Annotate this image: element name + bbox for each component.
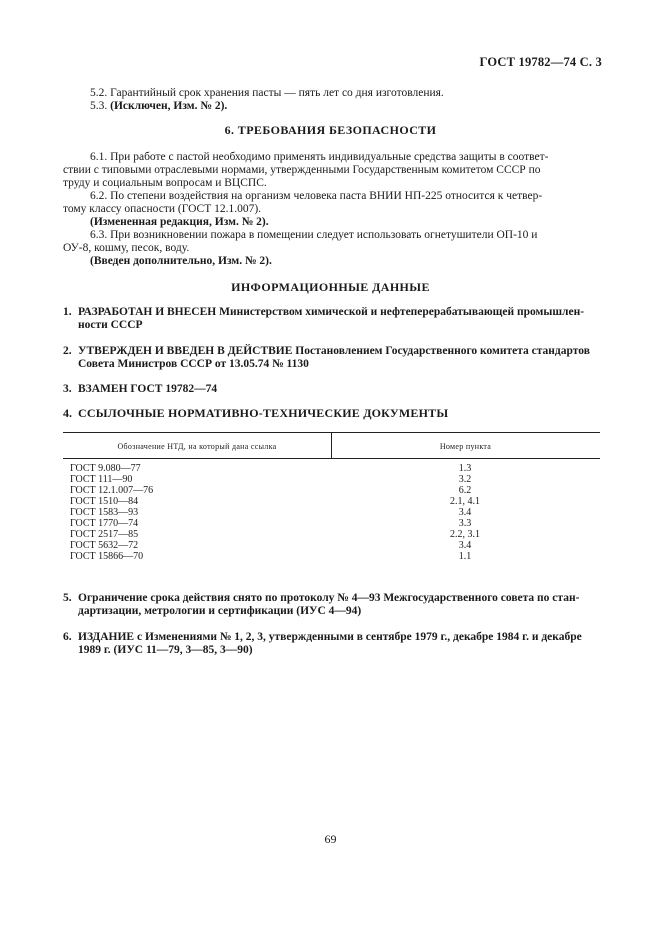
info-item-5-line2: дартизации, метрологии и сертификации (ИУС 4—94) — [78, 605, 362, 617]
table-cell-clause: 1.1 — [458, 551, 472, 562]
para-5-3-num: 5.3. — [90, 100, 108, 112]
table-cell-doc: ГОСТ 9.080—77 — [70, 463, 141, 474]
info-item-2-line2: Совета Министров СССР от 13.05.74 № 1130 — [78, 358, 309, 370]
table-header-clause: Номер пункта — [439, 442, 492, 451]
para-6-1-line2: ствии с типовыми отраслевыми нормами, утвержденными Государственным комитетом СССР по — [63, 164, 541, 176]
table-cell-doc: ГОСТ 1510—84 — [70, 496, 139, 507]
table-header-doc: Обозначение НТД, на который дана ссылка — [117, 442, 277, 451]
table-cell-doc: ГОСТ 1583—93 — [70, 507, 139, 518]
para-6-3-note: (Введен дополнительно, Изм. № 2). — [90, 255, 272, 267]
para-5-3-text: (Исключен, Изм. № 2). — [110, 100, 228, 112]
table-header-rule — [63, 458, 600, 459]
table-cell-clause: 3.4 — [458, 540, 472, 551]
table-cell-clause: 3.3 — [458, 518, 472, 529]
table-cell-doc: ГОСТ 5632—72 — [70, 540, 139, 551]
table-cell-clause: 1.3 — [458, 463, 472, 474]
info-item-4-text: ССЫЛОЧНЫЕ НОРМАТИВНО-ТЕХНИЧЕСКИЕ ДОКУМЕНТЫ — [78, 406, 449, 420]
info-title: ИНФОРМАЦИОННЫЕ ДАННЫЕ — [231, 280, 430, 294]
para-6-3-line2: ОУ-8, кошму, песок, воду. — [63, 242, 190, 254]
table-cell-doc: ГОСТ 15866—70 — [70, 551, 144, 562]
table-cell-clause: 2.1, 4.1 — [450, 496, 480, 507]
table-cell-doc: ГОСТ 1770—74 — [70, 518, 139, 529]
info-item-5-num: 5. — [63, 592, 72, 604]
info-item-3-text: ВЗАМЕН ГОСТ 19782—74 — [78, 383, 218, 395]
para-6-2-line1: 6.2. По степени воздействия на организм человека паста ВНИИ НП-225 относится к четвер- — [90, 190, 543, 202]
info-item-3-num: 3. — [63, 383, 72, 395]
section-6-title: 6. ТРЕБОВАНИЯ БЕЗОПАСНОСТИ — [224, 123, 437, 137]
info-item-6-num: 6. — [63, 631, 72, 643]
info-item-6-line2: 1989 г. (ИУС 11—79, 3—85, 3—90) — [78, 644, 253, 656]
info-item-6-line1: ИЗДАНИЕ с Изменениями № 1, 2, 3, утвержденными в сентябре 1979 г., декабре 1984 г. и декабре — [78, 631, 582, 643]
info-item-2-num: 2. — [63, 345, 72, 357]
info-item-1-num: 1. — [63, 306, 72, 318]
info-item-4-num: 4. — [63, 406, 72, 420]
page-header: ГОСТ 19782—74 С. 3 — [479, 55, 602, 69]
table-cell-clause: 6.2 — [458, 485, 472, 496]
info-item-1-line1: РАЗРАБОТАН И ВНЕСЕН Министерством химической и нефтеперерабатывающей промышлен- — [78, 306, 585, 318]
para-6-2-note: (Измененная редакция, Изм. № 2). — [90, 216, 269, 228]
para-6-2-line2: тому классу опасности (ГОСТ 12.1.007). — [63, 203, 262, 215]
para-6-3-line1: 6.3. При возникновении пожара в помещении следует использовать огнетушители ОП-10 и — [90, 229, 538, 241]
info-item-2-line1: УТВЕРЖДЕН И ВВЕДЕН В ДЕЙСТВИЕ Постановлением Государственного комитета стандартов — [78, 345, 590, 357]
table-cell-clause: 3.4 — [458, 507, 472, 518]
info-item-1-line2: ности СССР — [78, 319, 143, 331]
table-cell-doc: ГОСТ 2517—85 — [70, 529, 139, 540]
table-cell-doc: ГОСТ 111—90 — [70, 474, 133, 485]
table-cell-clause: 2.2, 3.1 — [450, 529, 480, 540]
para-6-1-line1: 6.1. При работе с пастой необходимо применять индивидуальные средства защиты в соответ- — [90, 151, 549, 163]
para-5-2: 5.2. Гарантийный срок хранения пасты — пять лет со дня изготовления. — [90, 87, 444, 99]
table-cell-clause: 3.2 — [458, 474, 472, 485]
page-number: 69 — [324, 832, 337, 846]
para-6-1-line3: труду и социальным вопросам и ВЦСПС. — [63, 177, 267, 189]
para-5-3 — [90, 100, 227, 113]
table-cell-doc: ГОСТ 12.1.007—76 — [70, 485, 154, 496]
info-item-5-line1: Ограничение срока действия снято по протоколу № 4—93 Межгосударственного совета по стан- — [78, 592, 580, 604]
